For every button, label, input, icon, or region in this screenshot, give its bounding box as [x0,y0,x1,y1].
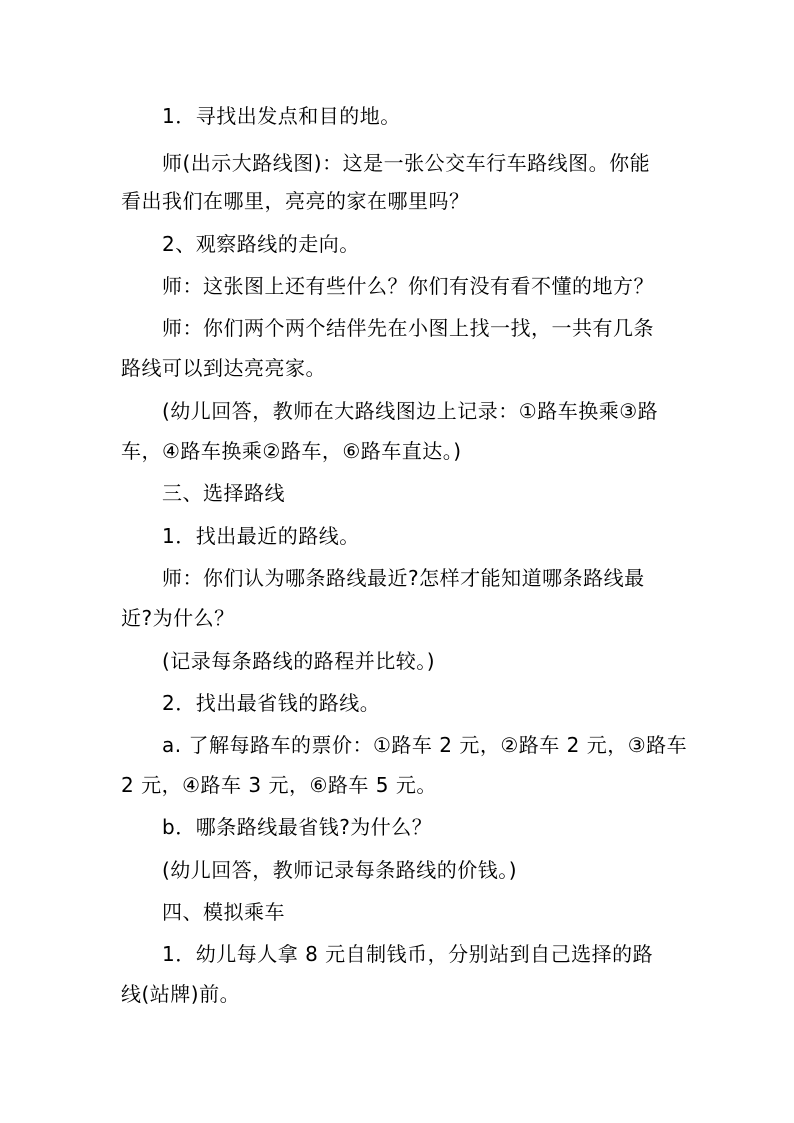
step-find-cheapest-route: 2．找出最省钱的路线。 [162,691,381,715]
record-price-note: (幼儿回答，教师记录每条路线的价钱。) [162,858,518,882]
teacher-question-map: 师：这张图上还有些什么？你们有没有看不懂的地方？ [162,274,654,298]
step-observe-route-direction: 2、观察路线的走向。 [162,232,360,256]
step-children-money: 1．幼儿每人拿 8 元自制钱币，分别站到自己选择的路 [162,942,654,966]
children-answer-record: (幼儿回答，教师在大路线图边上记录：①路车换乘③路 [162,399,659,423]
teacher-pair-work: 师：你们两个两个结伴先在小图上找一找，一共有几条 [162,316,654,340]
record-distance-note: (记录每条路线的路程并比较。) [162,649,436,673]
section-simulate-ride-heading: 四、模拟乘车 [162,900,285,924]
step-children-money-cont: 线(站牌)前。 [121,982,241,1006]
step-find-start-and-destination: 1．寻找出发点和目的地。 [162,104,401,128]
section-choose-route-heading: 三、选择路线 [162,481,285,505]
step-find-shortest-route: 1．找出最近的路线。 [162,524,360,548]
teacher-show-route-map-cont: 看出我们在哪里，亮亮的家在哪里吗？ [121,189,470,213]
teacher-pair-work-cont: 路线可以到达亮亮家。 [121,356,326,380]
children-answer-record-cont: 车，④路车换乘②路车，⑥路车直达。) [121,439,462,463]
fare-list: a. 了解每路车的票价：①路车 2 元，②路车 2 元，③路车 [162,733,688,757]
teacher-shortest-question: 师：你们认为哪条路线最近?怎样才能知道哪条路线最 [162,566,645,590]
teacher-show-route-map: 师(出示大路线图)：这是一张公交车行车路线图。你能 [162,151,651,175]
teacher-shortest-question-cont: 近?为什么？ [121,606,235,630]
cheapest-question: b．哪条路线最省钱?为什么？ [162,815,433,839]
fare-list-cont: 2 元，④路车 3 元，⑥路车 5 元。 [121,773,437,797]
